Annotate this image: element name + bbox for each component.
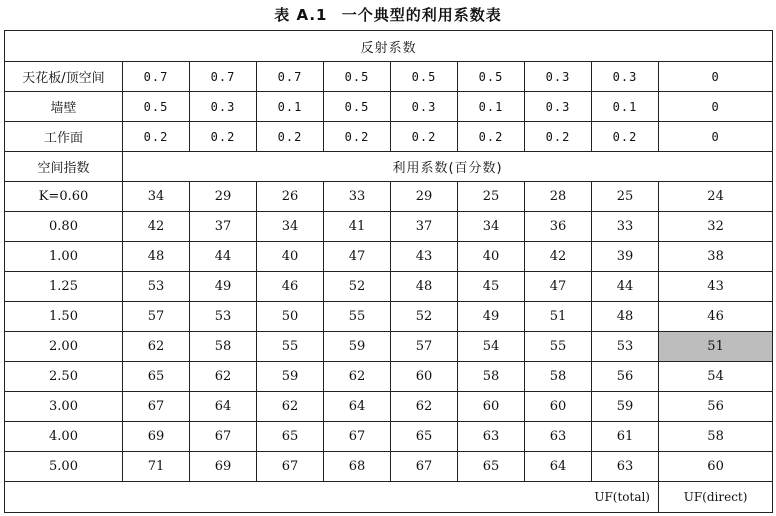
work-plane-value-4: 0.2	[324, 122, 391, 152]
uf-cell: 71	[123, 452, 190, 482]
uf-header: 利用系数(百分数)	[123, 152, 773, 182]
uf-cell: 52	[391, 302, 458, 332]
uf-cell: 47	[324, 242, 391, 272]
uf-cell: 54	[659, 362, 773, 392]
uf-cell: 34	[123, 182, 190, 212]
ceiling-value-7: 0.3	[525, 62, 592, 92]
uf-cell: 34	[458, 212, 525, 242]
work-plane-row	[5, 122, 773, 152]
uf-cell: 57	[391, 332, 458, 362]
uf-cell: 54	[458, 332, 525, 362]
room-index-value: 2.50	[5, 362, 123, 392]
uf-cell: 58	[659, 422, 773, 452]
uf-cell: 60	[458, 392, 525, 422]
room-index-value: 1.25	[5, 272, 123, 302]
uf-cell: 62	[391, 392, 458, 422]
ceiling-value-8: 0.3	[592, 62, 659, 92]
uf-cell: 65	[391, 422, 458, 452]
uf-cell: 67	[257, 452, 324, 482]
uf-cell: 64	[525, 452, 592, 482]
uf-cell: 29	[391, 182, 458, 212]
uf-footer-row	[5, 482, 773, 513]
wall-row	[5, 92, 773, 122]
uf-cell: 61	[592, 422, 659, 452]
table-row	[5, 242, 773, 272]
table-row	[5, 422, 773, 452]
room-index-value: 4.00	[5, 422, 123, 452]
uf-cell: 36	[525, 212, 592, 242]
table-title: 一个典型的利用系数表	[341, 6, 502, 24]
uf-cell: 24	[659, 182, 773, 212]
uf-cell: 64	[324, 392, 391, 422]
uf-cell: 59	[324, 332, 391, 362]
uf-cell: 33	[324, 182, 391, 212]
uf-cell: 28	[525, 182, 592, 212]
uf-cell: 37	[391, 212, 458, 242]
room-index-value: 1.50	[5, 302, 123, 332]
utilization-factor-table	[4, 30, 773, 513]
work-plane-label: 工作面	[5, 122, 123, 152]
uf-cell: 49	[190, 272, 257, 302]
ceiling-value-9: 0	[659, 62, 773, 92]
table-caption	[0, 3, 776, 27]
uf-cell: 46	[659, 302, 773, 332]
table-row	[5, 302, 773, 332]
uf-cell: 67	[324, 422, 391, 452]
table-row	[5, 362, 773, 392]
wall-value-3: 0.1	[257, 92, 324, 122]
uf-cell: 51	[525, 302, 592, 332]
uf-cell: 64	[190, 392, 257, 422]
work-plane-value-1: 0.2	[123, 122, 190, 152]
wall-value-1: 0.5	[123, 92, 190, 122]
uf-cell: 53	[592, 332, 659, 362]
uf-cell: 67	[123, 392, 190, 422]
ceiling-label: 天花板/顶空间	[5, 62, 123, 92]
uf-cell: 58	[190, 332, 257, 362]
room-index-value: 1.00	[5, 242, 123, 272]
wall-value-9: 0	[659, 92, 773, 122]
uf-cell: 58	[525, 362, 592, 392]
uf-cell: 34	[257, 212, 324, 242]
uf-cell: 69	[123, 422, 190, 452]
uf-cell: 42	[123, 212, 190, 242]
uf-cell: 63	[592, 452, 659, 482]
ceiling-value-4: 0.5	[324, 62, 391, 92]
room-index-value: 2.00	[5, 332, 123, 362]
table-number: 表 A.1	[274, 6, 328, 24]
uf-direct-label: UF(direct)	[659, 482, 773, 513]
uf-cell: 46	[257, 272, 324, 302]
uf-cell: 55	[525, 332, 592, 362]
work-plane-value-2: 0.2	[190, 122, 257, 152]
reflectance-header-row	[5, 31, 773, 62]
wall-label: 墙壁	[5, 92, 123, 122]
table-row	[5, 212, 773, 242]
ceiling-row	[5, 62, 773, 92]
work-plane-value-8: 0.2	[592, 122, 659, 152]
uf-cell: 47	[525, 272, 592, 302]
table-row	[5, 272, 773, 302]
wall-value-4: 0.5	[324, 92, 391, 122]
uf-cell: 59	[257, 362, 324, 392]
uf-cell: 33	[592, 212, 659, 242]
wall-value-7: 0.3	[525, 92, 592, 122]
wall-value-2: 0.3	[190, 92, 257, 122]
uf-cell: 48	[391, 272, 458, 302]
uf-cell: 48	[592, 302, 659, 332]
uf-cell: 48	[123, 242, 190, 272]
uf-cell: 55	[324, 302, 391, 332]
uf-cell: 57	[123, 302, 190, 332]
uf-cell: 62	[190, 362, 257, 392]
wall-value-5: 0.3	[391, 92, 458, 122]
uf-cell: 63	[458, 422, 525, 452]
uf-cell: 40	[257, 242, 324, 272]
work-plane-value-7: 0.2	[525, 122, 592, 152]
uf-cell: 53	[123, 272, 190, 302]
uf-cell: 38	[659, 242, 773, 272]
room-index-value: K=0.60	[5, 182, 123, 212]
uf-cell: 25	[458, 182, 525, 212]
uf-cell: 52	[324, 272, 391, 302]
uf-cell: 63	[525, 422, 592, 452]
uf-cell: 40	[458, 242, 525, 272]
uf-cell: 60	[659, 452, 773, 482]
uf-cell: 49	[458, 302, 525, 332]
room-index-value: 5.00	[5, 452, 123, 482]
uf-cell: 43	[659, 272, 773, 302]
work-plane-value-5: 0.2	[391, 122, 458, 152]
uf-cell: 42	[525, 242, 592, 272]
uf-cell: 32	[659, 212, 773, 242]
uf-cell-highlighted: 51	[659, 332, 773, 362]
uf-cell: 50	[257, 302, 324, 332]
work-plane-value-6: 0.2	[458, 122, 525, 152]
uf-cell: 26	[257, 182, 324, 212]
uf-cell: 62	[324, 362, 391, 392]
ceiling-value-6: 0.5	[458, 62, 525, 92]
uf-cell: 45	[458, 272, 525, 302]
ceiling-value-2: 0.7	[190, 62, 257, 92]
room-index-value: 3.00	[5, 392, 123, 422]
uf-cell: 37	[190, 212, 257, 242]
work-plane-value-9: 0	[659, 122, 773, 152]
uf-total-label: UF(total)	[5, 482, 659, 513]
table-row	[5, 452, 773, 482]
uf-cell: 44	[592, 272, 659, 302]
uf-cell: 29	[190, 182, 257, 212]
uf-cell: 62	[257, 392, 324, 422]
table-row	[5, 332, 773, 362]
uf-cell: 62	[123, 332, 190, 362]
uf-cell: 67	[391, 452, 458, 482]
room-index-label: 空间指数	[5, 152, 123, 182]
uf-cell: 53	[190, 302, 257, 332]
uf-cell: 58	[458, 362, 525, 392]
uf-cell: 65	[123, 362, 190, 392]
uf-cell: 25	[592, 182, 659, 212]
table-row	[5, 392, 773, 422]
uf-cell: 65	[257, 422, 324, 452]
uf-cell: 56	[592, 362, 659, 392]
table-row	[5, 182, 773, 212]
wall-value-8: 0.1	[592, 92, 659, 122]
uf-cell: 56	[659, 392, 773, 422]
ceiling-value-3: 0.7	[257, 62, 324, 92]
ceiling-value-1: 0.7	[123, 62, 190, 92]
room-index-value: 0.80	[5, 212, 123, 242]
uf-cell: 60	[391, 362, 458, 392]
uf-cell: 41	[324, 212, 391, 242]
uf-cell: 68	[324, 452, 391, 482]
uf-cell: 44	[190, 242, 257, 272]
uf-header-row	[5, 152, 773, 182]
ceiling-value-5: 0.5	[391, 62, 458, 92]
uf-cell: 60	[525, 392, 592, 422]
uf-cell: 39	[592, 242, 659, 272]
uf-cell: 65	[458, 452, 525, 482]
wall-value-6: 0.1	[458, 92, 525, 122]
uf-cell: 55	[257, 332, 324, 362]
work-plane-value-3: 0.2	[257, 122, 324, 152]
reflectance-header: 反射系数	[5, 31, 773, 62]
uf-cell: 69	[190, 452, 257, 482]
uf-cell: 59	[592, 392, 659, 422]
uf-cell: 67	[190, 422, 257, 452]
uf-cell: 43	[391, 242, 458, 272]
